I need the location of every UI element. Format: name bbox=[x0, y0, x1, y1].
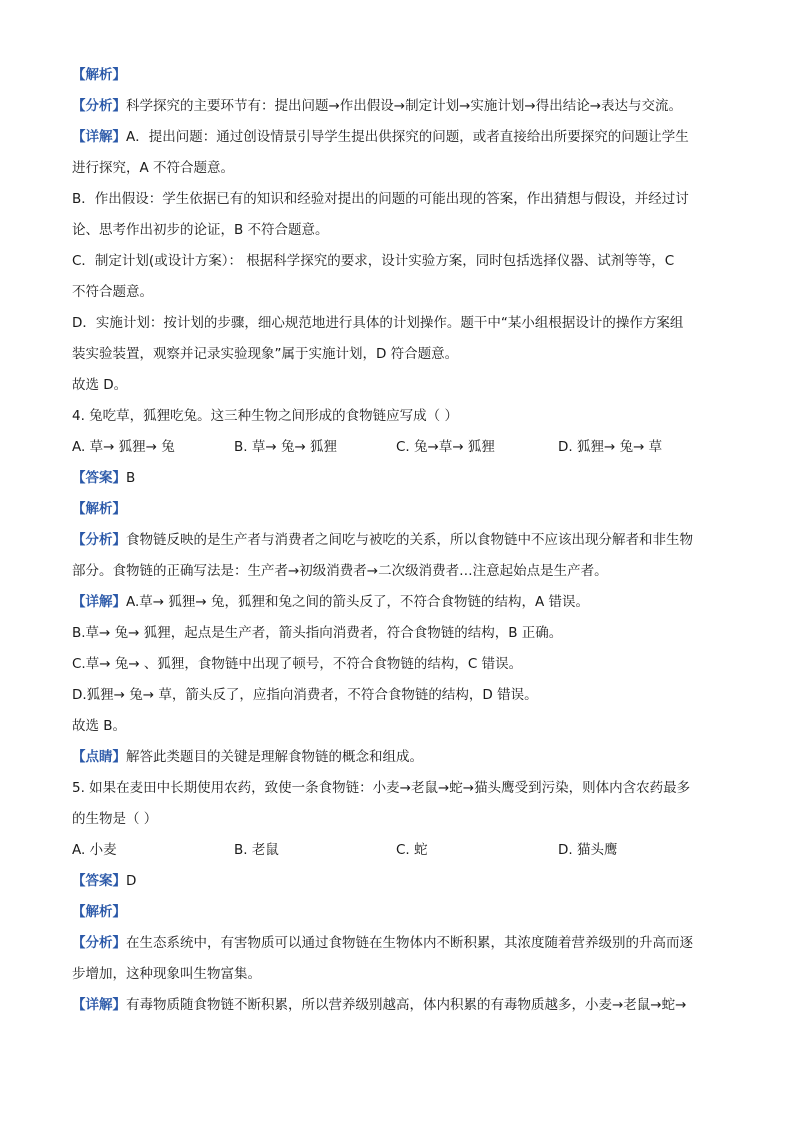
option-d: D. 狐狸→ 兔→ 草 bbox=[558, 439, 663, 455]
text-line: B.草→ 兔→ 狐狸，起点是生产者，箭头指向消费者，符合食物链的结构，B 正确。 bbox=[72, 625, 563, 641]
question-5-stem: 5. 如果在麦田中长期使用农药，致使一条食物链：小麦→老鼠→蛇→猫头鹰受到污染，则体内含农药最多 bbox=[72, 780, 691, 796]
tag-label: 【解析】 bbox=[72, 501, 126, 517]
question-4-options bbox=[72, 432, 722, 463]
text-line: 论、思考作出初步的论证，B 不符合题意。 bbox=[72, 222, 329, 238]
text-line: D．实施计划：按计划的步骤，细心规范地进行具体的计划操作。题干中“某小组根据设计的操作方案组 bbox=[72, 315, 684, 331]
analysis-paragraph bbox=[72, 91, 722, 122]
text-line: 部分。食物链的正确写法是：生产者→初级消费者→二次级消费者…注意起始点是生产者。 bbox=[72, 563, 608, 579]
paragraph-text: A.草→ 狐狸→ 兔，狐狸和兔之间的箭头反了，不符合食物链的结构，A 错误。 bbox=[126, 594, 590, 610]
option-d: D. 猫头鹰 bbox=[558, 842, 618, 858]
answer-value: D bbox=[126, 873, 137, 889]
analysis-paragraph bbox=[72, 525, 722, 556]
option-c: C. 蛇 bbox=[396, 842, 428, 858]
text-line: C.草→ 兔→ 、狐狸，食物链中出现了顿号，不符合食物链的结构，C 错误。 bbox=[72, 656, 523, 672]
text-line: C．制定计划(或设计方案）： 根据科学探究的要求，设计实验方案，同时包括选择仪器、试剂等等，C bbox=[72, 253, 675, 269]
option-a: A. 小麦 bbox=[72, 842, 117, 858]
paragraph-text: 有毒物质随食物链不断积累，所以营养级别越高，体内积累的有毒物质越多，小麦→老鼠→蛇→ bbox=[126, 997, 687, 1013]
answer-line bbox=[72, 463, 722, 494]
text-line: 的生物是（ ） bbox=[72, 811, 158, 827]
section-analysis-heading bbox=[72, 494, 722, 525]
option-c: C. 兔→草→ 狐狸 bbox=[396, 439, 495, 455]
detail-paragraph bbox=[72, 587, 722, 618]
tag-label: 【解析】 bbox=[72, 67, 126, 83]
section-analysis-heading bbox=[72, 897, 722, 928]
tag-label: 【答案】 bbox=[72, 873, 126, 889]
tag-label: 【分析】 bbox=[72, 935, 126, 951]
text-line: 进行探究，A 不符合题意。 bbox=[72, 160, 235, 176]
paragraph-text: 科学探究的主要环节有：提出问题→作出假设→制定计划→实施计划→得出结论→表达与交流。 bbox=[126, 98, 683, 114]
section-analysis-heading bbox=[72, 60, 722, 91]
answer-line bbox=[72, 866, 722, 897]
text-line: B．作出假设：学生依据已有的知识和经验对提出的问题的可能出现的答案，作出猜想与假设，并经过讨 bbox=[72, 191, 689, 207]
tag-label: 【解析】 bbox=[72, 904, 126, 920]
text-line: 故选 D。 bbox=[72, 377, 128, 393]
option-a: A. 草→ 狐狸→ 兔 bbox=[72, 439, 175, 455]
detail-paragraph bbox=[72, 122, 722, 153]
question-5-options bbox=[72, 835, 722, 866]
paragraph-text: 在生态系统中，有害物质可以通过食物链在生物体内不断积累，其浓度随着营养级别的升高而逐 bbox=[126, 935, 693, 951]
text-line: 装实验装置，观察并记录实验现象”属于实施计划，D 符合题意。 bbox=[72, 346, 459, 362]
tip-paragraph bbox=[72, 742, 722, 773]
tag-label: 【详解】 bbox=[72, 594, 126, 610]
text-line: 步增加，这种现象叫生物富集。 bbox=[72, 966, 261, 982]
paragraph-text: 解答此类题目的关键是理解食物链的概念和组成。 bbox=[126, 749, 423, 765]
tag-label: 【答案】 bbox=[72, 470, 126, 486]
tag-label: 【分析】 bbox=[72, 532, 126, 548]
tag-label: 【详解】 bbox=[72, 997, 126, 1013]
tag-label: 【点睛】 bbox=[72, 749, 126, 765]
paragraph-text: A．提出问题：通过创设情景引导学生提出供探究的问题，或者直接给出所要探究的问题让学生 bbox=[126, 129, 689, 145]
option-b: B. 老鼠 bbox=[234, 842, 279, 858]
document-page bbox=[72, 60, 722, 1021]
analysis-paragraph bbox=[72, 928, 722, 959]
detail-paragraph bbox=[72, 990, 722, 1021]
text-line: 故选 B。 bbox=[72, 718, 127, 734]
text-line: D.狐狸→ 兔→ 草，箭头反了，应指向消费者，不符合食物链的结构，D 错误。 bbox=[72, 687, 538, 703]
tag-label: 【详解】 bbox=[72, 129, 126, 145]
paragraph-text: 食物链反映的是生产者与消费者之间吃与被吃的关系，所以食物链中不应该出现分解者和非生物 bbox=[126, 532, 693, 548]
tag-label: 【分析】 bbox=[72, 98, 126, 114]
option-b: B. 草→ 兔→ 狐狸 bbox=[234, 439, 338, 455]
text-line: 不符合题意。 bbox=[72, 284, 153, 300]
question-4-stem: 4. 兔吃草，狐狸吃兔。这三种生物之间形成的食物链应写成（ ） bbox=[72, 408, 458, 424]
answer-value: B bbox=[126, 470, 136, 486]
